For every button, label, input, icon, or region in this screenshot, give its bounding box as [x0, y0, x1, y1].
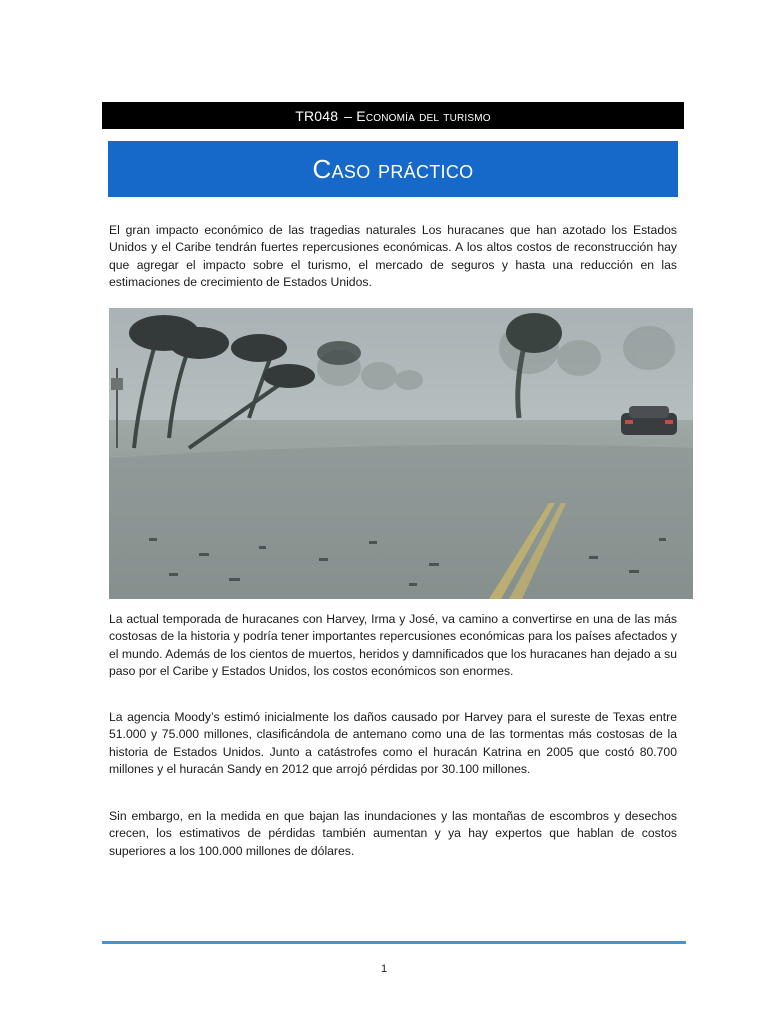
footer-divider — [102, 941, 686, 944]
document-header — [102, 102, 684, 129]
page-number: 1 — [380, 963, 388, 975]
course-title: – Economía del turismo — [344, 107, 491, 124]
paragraph-moodys: La agencia Moody’s estimó inicialmente los daños causado por Harvey para el sureste de Texas entre 51.000 y 75.000 millones, clasificándola de antemano como una de las tormentas más costosas de la historia de Estados Unidos. Junto a catástrofes como el huracán Katrina en 2005 que costó 80.700 millones y el huracán Sandy en 2012 que arrojó pérdidas por 30.100 millones. — [109, 710, 677, 777]
section-title: Caso práctico — [108, 141, 678, 197]
hurricane-photo — [109, 308, 693, 599]
paragraph-season: La actual temporada de huracanes con Harvey, Irma y José, va camino a convertirse en una de las más costosas de la historia y podría tener importantes repercusiones económicas para los países afectados y el mundo. Además de los cientos de muertos, heridos y damnificados que los huracanes han dejado a su paso por el Caribe y Estados Unidos, los costos económicos son enormes. — [109, 612, 677, 679]
course-code: TR048 — [295, 107, 339, 124]
paragraph-estimates: Sin embargo, en la medida en que bajan las inundaciones y las montañas de escombros y desechos crecen, los estimativos de pérdidas también aumentan y ya hay expertos que hablan de costos superiores a los 100.000 millones de dólares. — [109, 809, 677, 858]
paragraph-intro: El gran impacto económico de las tragedias naturales Los huracanes que han azotado los Estados Unidos y el Caribe tendrán fuertes repercusiones económicas. A los altos costos de reconstrucción hay que agregar el impacto sobre el turismo, el mercado de seguros y hasta una reducción en las estimaciones de crecimiento de Estados Unidos. — [109, 223, 677, 290]
